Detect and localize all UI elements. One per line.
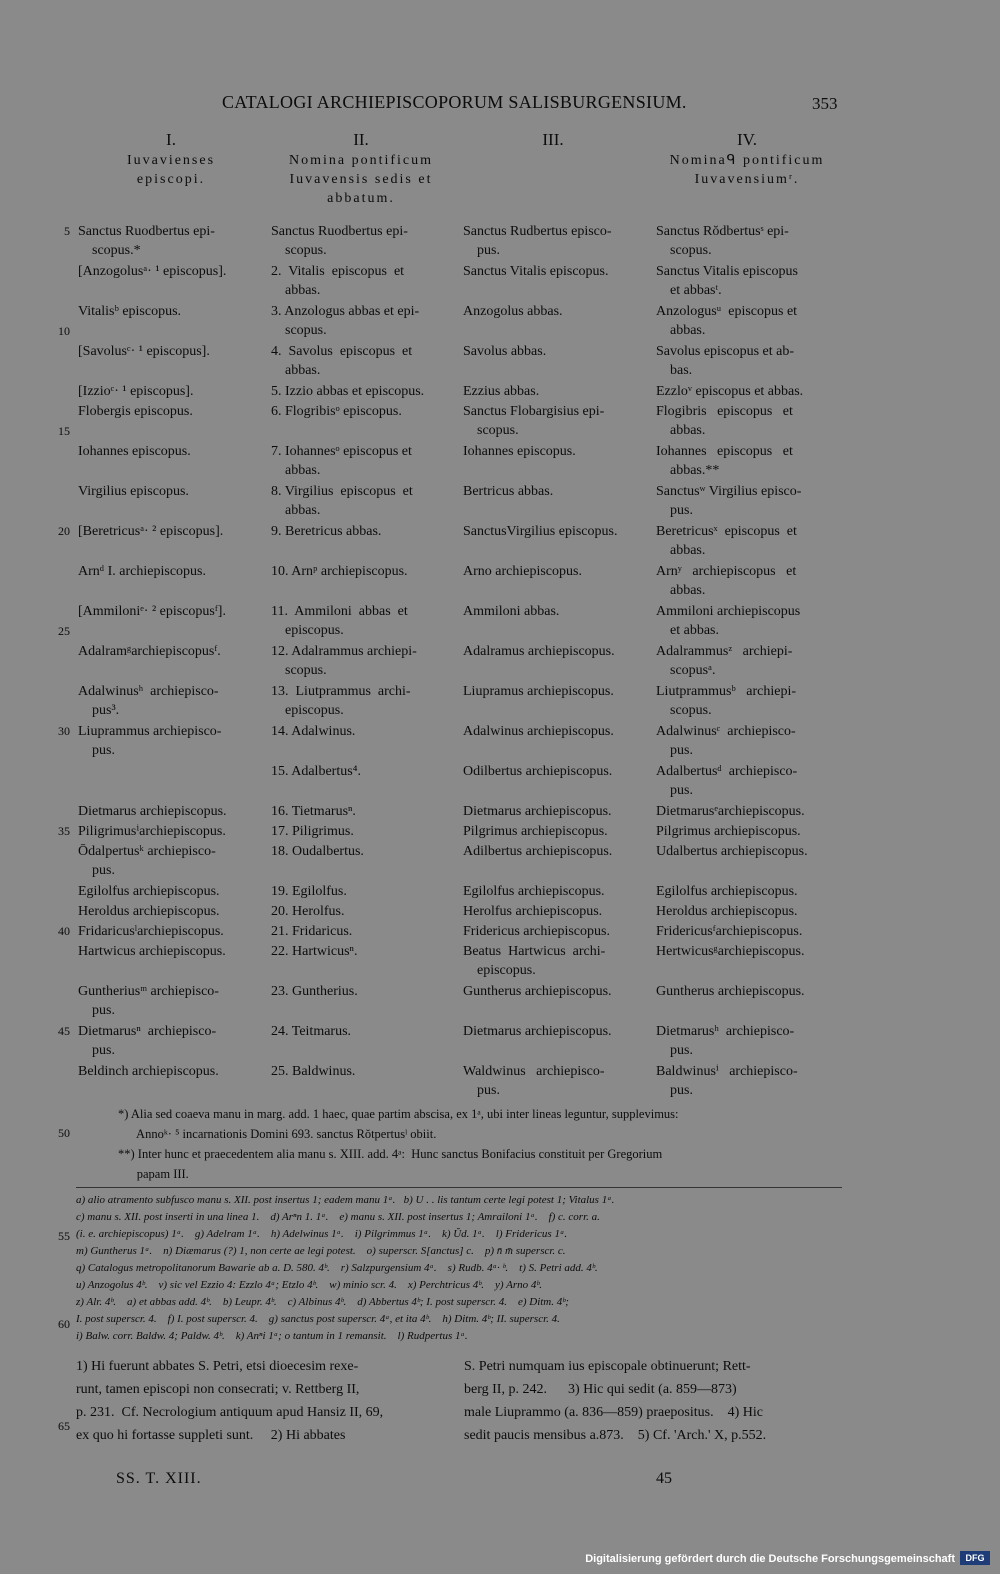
catalogue-entry: Hertwicusᵍarchiepiscopus. <box>656 944 805 959</box>
variant-note-line: (i. e. archiepiscopus) 1ᵃ. g) Adelram 1ᵃ. h) Adelwinus 1ᵃ. i) Pilgrimmus 1ᵃ. k) Ŭd. 1ᵃ. l) Fridericus 1ᵃ. <box>76 1228 568 1240</box>
line-number: 35 <box>58 824 70 838</box>
catalogue-entry: 16. Tietmarusⁿ. <box>271 804 356 819</box>
catalogue-entry: Flobergis episcopus. <box>78 404 193 419</box>
catalogue-entry: Guntheriusᵐ archiepisco- pus. <box>78 984 219 1018</box>
catalogue-entry: Fridericusᶠarchiepiscopus. <box>656 924 803 939</box>
catalogue-entry: 18. Oudalbertus. <box>271 844 364 859</box>
variant-note-line: c) manu s. XII. post inserti in una linea 1. d) Arⁿn 1. 1ᵃ. e) manu s. XII. post insertus 1; Amrailoni 1ᵃ. f) c. corr. a. <box>76 1211 600 1223</box>
notes-separator <box>76 1187 842 1188</box>
line-number: 45 <box>58 1024 70 1038</box>
catalogue-entry: Beretricusˣ episcopus et abbas. <box>656 524 797 558</box>
catalogue-entry: Adalrammusᶻ archiepi- scopusᵃ. <box>656 644 793 678</box>
variant-note-line: i) Balw. corr. Baldw. 4; Paldw. 4ᵇ. k) Anⁿi 1ᵃ; o tantum in 1 remansit. l) Rudpertus 1ᵃ. <box>76 1330 468 1342</box>
catalogue-entry: Sanctus Rŏdbertusˢ epi- scopus. <box>656 224 789 258</box>
catalogue-entry: Arno archiepiscopus. <box>463 564 582 579</box>
line-number: 10 <box>58 324 70 338</box>
variant-note-line: m) Guntherus 1ᵃ. n) Diæmarus (?) 1, non certe ae legi potest. o) superscr. S[anctus] c. p) n̄ m̄ superscr. c. <box>76 1245 566 1257</box>
catalogue-entry: Ezzloᵛ episcopus et abbas. <box>656 384 804 399</box>
catalogue-entry: Hartwicus archiepiscopus. <box>78 944 226 959</box>
catalogue-entry: Sanctus Rudbertus episco- pus. <box>463 224 612 258</box>
catalogue-entry: Savolus episcopus et ab- bas. <box>656 344 795 378</box>
column-3-heading <box>458 130 648 151</box>
catalogue-entry: 8. Virgilius episcopus et abbas. <box>271 484 413 518</box>
catalogue-entry: 4. Savolus episcopus et abbas. <box>271 344 413 378</box>
catalogue-entry: Adalramᵍarchiepiscopusᶠ. <box>78 644 221 659</box>
catalogue-entry: Flogibris episcopus et abbas. <box>656 404 793 438</box>
catalogue-entry: Fridaricusˡarchiepiscopus. <box>78 924 224 939</box>
catalogue-entry: 25. Baldwinus. <box>271 1064 356 1079</box>
catalogue-entry: Pilgrimus archiepiscopus. <box>463 824 608 839</box>
catalogue-entry: 3. Anzologus abbas et epi- scopus. <box>271 304 420 338</box>
sheet-number: 45 <box>656 1470 672 1487</box>
variant-note-line: z) Alr. 4ᵇ. a) et abbas add. 4ᵇ. b) Leupr. 4ᵇ. c) Albinus 4ᵇ. d) Abbertus 4ᵇ; I. post superscr. 4. e) Ditm. 4ᵇ; <box>76 1296 569 1308</box>
catalogue-entry: Savolus abbas. <box>463 344 547 359</box>
column-2-number: II. <box>353 130 369 149</box>
line-number: 20 <box>58 524 70 538</box>
catalogue-entry: Udalbertus archiepiscopus. <box>656 844 808 859</box>
line-number: 25 <box>58 624 70 638</box>
catalogue-entry: Odilbertus archiepiscopus. <box>463 764 613 779</box>
star-note-line: **) Inter hunc et praecedentem alia manu s. XIII. add. 4ᵃ: Hunc sanctus Bonifacius constituit per Gregorium <box>118 1147 663 1161</box>
page-number: 353 <box>812 94 838 113</box>
catalogue-entry: Dietmarus archiepiscopus. <box>463 804 612 819</box>
catalogue-entry: Dietmarus archiepiscopus. <box>78 804 227 819</box>
line-number: 15 <box>58 424 70 438</box>
line-number: 65 <box>58 1419 70 1433</box>
catalogue-entry: Fridericus archiepiscopus. <box>463 924 610 939</box>
catalogue-entry: Dietmarus archiepiscopus. <box>463 1024 612 1039</box>
note-line: S. Petri numquam ius episcopale obtinuerunt; Rett- <box>464 1359 751 1374</box>
catalogue-entry: Iohannes episcopus et abbas.** <box>656 444 793 478</box>
catalogue-entry: 2. Vitalis episcopus et abbas. <box>271 264 405 298</box>
catalogue-entry: 11. Ammiloni abbas et episcopus. <box>271 604 408 638</box>
catalogue-entry: Vitalisᵇ episcopus. <box>78 304 182 319</box>
catalogue-entry: Ammiloni archiepiscopus et abbas. <box>656 604 801 638</box>
catalogue-entry: Egilolfus archiepiscopus. <box>463 884 605 899</box>
catalogue-entry: Adilbertus archiepiscopus. <box>463 844 613 859</box>
catalogue-entry: Sanctus Vitalis episcopus. <box>463 264 609 279</box>
note-line: 1) Hi fuerunt abbates S. Petri, etsi dioecesim rexe- <box>76 1359 359 1374</box>
catalogue-entry: Adalwinus archiepiscopus. <box>463 724 614 739</box>
catalogue-entry: Iohannes episcopus. <box>463 444 576 459</box>
catalogue-entry: [Ammiloniᵉ· ² episcopusᶠ]. <box>78 604 226 619</box>
catalogue-entry: 10. Arnᵖ archiepiscopus. <box>271 564 408 579</box>
note-line: sedit paucis mensibus a.873. 5) Cf. 'Arch.' X, p.552. <box>464 1428 767 1443</box>
variant-note-line: q) Catalogus metropolitanorum Bawarie ab a. D. 580. 4ᵇ. r) Salzpurgensium 4ᵃ. s) Rudb. 4ᵃ· ᵇ. t) S. Petri add. 4ᵇ. <box>76 1262 598 1274</box>
catalogue-entry: Sanctus Vitalis episcopus et abbasᵗ. <box>656 264 799 298</box>
catalogue-entry: Heroldus archiepiscopus. <box>78 904 220 919</box>
line-number: 30 <box>58 724 70 738</box>
catalogue-entry: Ezzius abbas. <box>463 384 540 399</box>
catalogue-entry: 22. Hartwicusⁿ. <box>271 944 358 959</box>
catalogue-entry: 19. Egilolfus. <box>271 884 347 899</box>
catalogue-entry: 13. Liutprammus archi- episcopus. <box>271 684 411 718</box>
catalogue-entry: Adalwinusʰ archiepisco- pus³. <box>78 684 219 718</box>
catalogue-entry: 7. Iohannesᵒ episcopus et abbas. <box>271 444 412 478</box>
catalogue-entry: Ōdalpertusᵏ archiepisco- pus. <box>78 844 216 878</box>
column-2-title-line: Nomina pontificum <box>288 153 434 168</box>
column-2-title-line: abbatum. <box>327 191 395 206</box>
column-2-heading <box>266 130 456 208</box>
catalogue-entry: 6. Flogribisᵒ episcopus. <box>271 404 402 419</box>
column-1-title-line: Iuvavienses <box>126 153 216 168</box>
star-note-line: papam III. <box>118 1167 189 1181</box>
note-line: p. 231. Cf. Necrologium antiquum apud Hansiz II, 69, <box>76 1405 384 1420</box>
catalogue-entry: Sanctus Ruodbertus epi- scopus. <box>271 224 408 258</box>
catalogue-entry: Egilolfus archiepiscopus. <box>656 884 798 899</box>
catalogue-entry: 15. Adalbertus⁴. <box>271 764 362 779</box>
catalogue-entry: Adalramus archiepiscopus. <box>463 644 615 659</box>
column-1-number: I. <box>166 130 176 149</box>
note-line: runt, tamen episcopi non consecrati; v. Rettberg II, <box>76 1382 360 1397</box>
catalogue-entry: [Beretricusᵃ· ² episcopus]. <box>78 524 224 539</box>
column-4-title-line: Iuvavensiumʳ. <box>694 172 800 187</box>
catalogue-entry: Sanctus Ruodbertus epi- scopus.* <box>78 224 215 258</box>
column-4-title-line: Nominaᑫ pontificum <box>669 153 825 168</box>
note-line: male Liuprammo (a. 836—859) praepositus. 4) Hic <box>464 1405 763 1420</box>
variant-note-line: I. post superscr. 4. f) I. post superscr. 4. g) sanctus post superscr. 4ᵃ, et ita 4ᵇ. h) Ditm. 4ᵇ; II. superscr. 4. <box>76 1313 560 1325</box>
dfg-logo-icon: DFG <box>960 1551 990 1565</box>
catalogue-entry: [Savolusᶜ· ¹ episcopus]. <box>78 344 210 359</box>
catalogue-entry: Dietmarusᵉarchiepiscopus. <box>656 804 805 819</box>
line-number: 55 <box>58 1229 70 1243</box>
catalogue-entry: 5. Izzio abbas et episcopus. <box>271 384 425 399</box>
line-number: 50 <box>58 1126 70 1140</box>
catalogue-entry: Adalbertusᵈ archiepisco- pus. <box>656 764 798 798</box>
catalogue-entry: Arnᵈ I. archiepiscopus. <box>78 564 206 579</box>
catalogue-entry: 17. Piligrimus. <box>271 824 354 839</box>
line-number: 60 <box>58 1317 70 1331</box>
catalogue-entry: Sanctus Flobargisius epi- scopus. <box>463 404 605 438</box>
catalogue-entry: SanctusVirgilius episcopus. <box>463 524 618 539</box>
catalogue-entry: [Anzogolusᵃ· ¹ episcopus]. <box>78 264 227 279</box>
catalogue-entry: Anzogolus abbas. <box>463 304 563 319</box>
column-4-number: IV. <box>737 130 757 149</box>
catalogue-entry: Dietmarusⁿ archiepisco- pus. <box>78 1024 217 1058</box>
catalogue-entry: Arnʸ archiepiscopus et abbas. <box>656 564 797 598</box>
catalogue-entry: Adalwinusᶜ archiepisco- pus. <box>656 724 796 758</box>
catalogue-entry: 21. Fridaricus. <box>271 924 353 939</box>
catalogue-entry: 24. Teitmarus. <box>271 1024 352 1039</box>
variant-note-line: u) Anzogolus 4ᵇ. v) sic vel Ezzio 4: Ezzlo 4ᵃ; Etzlo 4ᵇ. w) minio scr. 4. x) Perchtricus 4ᵇ. y) Arno 4ᵇ. <box>76 1279 543 1291</box>
catalogue-entry: [Izzioᶜ· ¹ episcopus]. <box>78 384 194 399</box>
catalogue-entry: Waldwinus archiepisco- pus. <box>463 1064 605 1098</box>
column-3-number: III. <box>542 130 564 149</box>
column-4-heading <box>650 130 844 189</box>
note-line: berg II, p. 242. 3) Hic qui sedit (a. 859—873) <box>464 1382 737 1397</box>
column-1-heading <box>76 130 266 189</box>
catalogue-entry: Heroldus archiepiscopus. <box>656 904 798 919</box>
catalogue-entry: 12. Adalrammus archiepi- scopus. <box>271 644 417 678</box>
line-number: 5 <box>64 224 70 238</box>
catalogue-entry: Herolfus archiepiscopus. <box>463 904 603 919</box>
note-line: ex quo hi fortasse suppleti sunt. 2) Hi abbates <box>76 1428 346 1443</box>
catalogue-entry: Egilolfus archiepiscopus. <box>78 884 220 899</box>
catalogue-entry: 9. Beretricus abbas. <box>271 524 382 539</box>
catalogue-entry: Liupramus archiepiscopus. <box>463 684 614 699</box>
star-note-line: Annoᵏ· ⁵ incarnationis Domini 693. sanctus Rŏtpertusˡ obiit. <box>118 1127 437 1141</box>
catalogue-entry: 14. Adalwinus. <box>271 724 356 739</box>
footer-funding-text: Digitalisierung gefördert durch die Deutsche Forschungsgemeinschaft <box>585 1553 955 1565</box>
column-1-title-line: episcopi. <box>136 172 206 187</box>
catalogue-entry: Baldwinusⁱ archiepisco- pus. <box>656 1064 798 1098</box>
catalogue-entry: 23. Guntherius. <box>271 984 358 999</box>
catalogue-entry: Beatus Hartwicus archi- episcopus. <box>463 944 606 978</box>
catalogue-entry: Virgilius episcopus. <box>78 484 189 499</box>
catalogue-entry: Piligrimusⁱarchiepiscopus. <box>78 824 226 839</box>
catalogue-entry: Beldinch archiepiscopus. <box>78 1064 219 1079</box>
catalogue-entry: Liuprammus archiepisco- pus. <box>78 724 222 758</box>
catalogue-entry: 20. Herolfus. <box>271 904 345 919</box>
catalogue-entry: Dietmarusʰ archiepisco- pus. <box>656 1024 795 1058</box>
catalogue-entry: Guntherus archiepiscopus. <box>656 984 805 999</box>
variant-note-line: a) alio atramento subfusco manu s. XII. post insertus 1; eadem manu 1ᵃ. b) U . . lis tantum certe legi potest 1; Vitalus 1ᵃ. <box>76 1194 615 1206</box>
catalogue-entry: Guntherus archiepiscopus. <box>463 984 612 999</box>
line-number: 40 <box>58 924 70 938</box>
catalogue-entry: Pilgrimus archiepiscopus. <box>656 824 801 839</box>
catalogue-entry: Iohannes episcopus. <box>78 444 191 459</box>
catalogue-entry: Liutprammusᵇ archiepi- scopus. <box>656 684 797 718</box>
catalogue-entry: Ammiloni abbas. <box>463 604 560 619</box>
catalogue-entry: Anzologusᵘ episcopus et abbas. <box>656 304 798 338</box>
catalogue-entry: Bertricus abbas. <box>463 484 554 499</box>
signature-mark: SS. T. XIII. <box>116 1470 202 1487</box>
catalogue-entry: Sanctusʷ Virgilius episco- pus. <box>656 484 802 518</box>
column-2-title-line: Iuvavensis sedis et <box>289 172 433 187</box>
running-title: CATALOGI ARCHIEPISCOPORUM SALISBURGENSIUM. <box>222 92 687 112</box>
star-note-line: *) Alia sed coaeva manu in marg. add. 1 haec, quae partim abscisa, ex 1ᵃ, ubi inter lineas leguntur, supplevimus: <box>118 1107 679 1121</box>
